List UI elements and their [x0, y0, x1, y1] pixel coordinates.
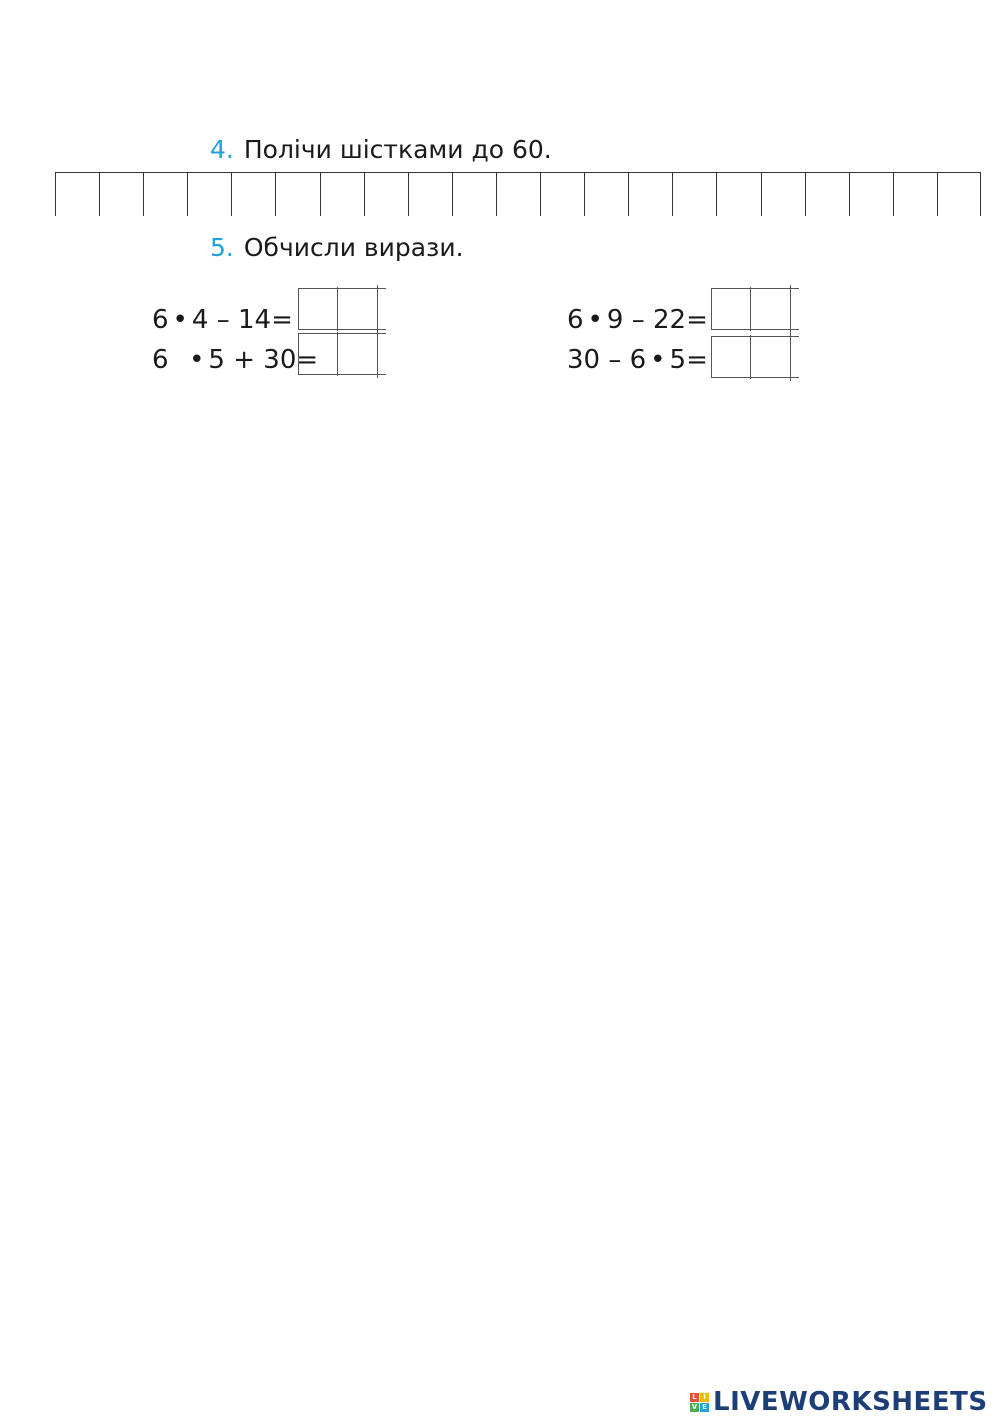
- count-cell[interactable]: [187, 173, 231, 216]
- task-4-text: Полічи шістками до 60.: [243, 135, 552, 164]
- multiply-sign: •: [650, 345, 666, 375]
- count-cell[interactable]: [716, 173, 760, 216]
- count-cell[interactable]: [231, 173, 275, 216]
- expression-operand: 5: [208, 345, 225, 375]
- minus-sign: –: [631, 305, 645, 335]
- logo-letter-block: I: [700, 1393, 709, 1402]
- logo-letter-block: L: [690, 1393, 699, 1402]
- expression-operand: 6: [567, 305, 584, 335]
- minus-sign: –: [216, 305, 230, 335]
- logo-letter-block: V: [691, 1402, 698, 1411]
- expression-2: [152, 345, 318, 375]
- equals-sign: =: [686, 305, 708, 335]
- equals-sign: =: [296, 345, 319, 375]
- expression-4: [567, 345, 708, 375]
- expression-operand: 6: [629, 345, 647, 375]
- count-cell[interactable]: [55, 173, 99, 216]
- multiply-sign: •: [587, 305, 603, 335]
- multiply-sign: •: [189, 345, 205, 375]
- expression-operand: 4: [191, 305, 209, 335]
- answer-1-tens-input[interactable]: [300, 289, 336, 329]
- count-cell[interactable]: [672, 173, 716, 216]
- count-cell[interactable]: [275, 173, 319, 216]
- expression-operand: 30: [567, 345, 601, 375]
- task-5-text: Обчисли вирази.: [243, 233, 464, 262]
- expression-operand: 14: [237, 305, 272, 335]
- logo-text: LIVEWORKSHEETS: [713, 1387, 988, 1417]
- answer-2-tens-input[interactable]: [300, 334, 336, 374]
- count-cell[interactable]: [143, 173, 187, 216]
- answer-3-ones-input[interactable]: [752, 289, 788, 329]
- logo-icon: [690, 1393, 709, 1412]
- multiply-sign: •: [172, 305, 188, 335]
- count-cell[interactable]: [805, 173, 849, 216]
- expression-1: [152, 305, 293, 335]
- expression-operand: 30: [263, 345, 297, 375]
- expression-3: [567, 305, 708, 335]
- minus-sign: –: [608, 345, 622, 375]
- answer-box-2: [298, 333, 386, 375]
- expression-operand: 5: [669, 345, 687, 375]
- expression-operand: 22: [652, 305, 687, 335]
- answer-4-tens-input[interactable]: [713, 337, 749, 377]
- count-cell[interactable]: [628, 173, 672, 216]
- count-cell[interactable]: [937, 173, 981, 216]
- task-5-number: 5.: [210, 233, 234, 262]
- equals-sign: =: [686, 345, 708, 375]
- expression-operand: 9: [606, 305, 624, 335]
- count-cell[interactable]: [408, 173, 452, 216]
- answer-2-ones-input[interactable]: [339, 334, 375, 374]
- count-cell[interactable]: [540, 173, 584, 216]
- count-cell[interactable]: [584, 173, 628, 216]
- expression-operand: 6: [152, 305, 169, 335]
- count-cell[interactable]: [364, 173, 408, 216]
- answer-box-3: [711, 288, 799, 330]
- count-cell[interactable]: [893, 173, 937, 216]
- plus-sign: +: [233, 345, 256, 375]
- logo-letter-block: E: [700, 1403, 709, 1412]
- count-cell[interactable]: [496, 173, 540, 216]
- task-5-title: [210, 233, 464, 263]
- task-4-number: 4.: [210, 135, 234, 164]
- answer-3-tens-input[interactable]: [713, 289, 749, 329]
- count-cell[interactable]: [849, 173, 893, 216]
- liveworksheets-logo: [690, 1386, 988, 1418]
- expression-operand: 6: [152, 345, 169, 375]
- answer-4-ones-input[interactable]: [752, 337, 788, 377]
- count-cell[interactable]: [99, 173, 143, 216]
- answer-box-4: [711, 336, 799, 378]
- counting-cells-row: [55, 172, 981, 216]
- count-cell[interactable]: [761, 173, 805, 216]
- task-4-title: [210, 135, 552, 165]
- equals-sign: =: [271, 305, 293, 335]
- answer-1-ones-input[interactable]: [339, 289, 375, 329]
- count-cell[interactable]: [452, 173, 496, 216]
- count-cell[interactable]: [320, 173, 364, 216]
- answer-box-1: [298, 288, 386, 330]
